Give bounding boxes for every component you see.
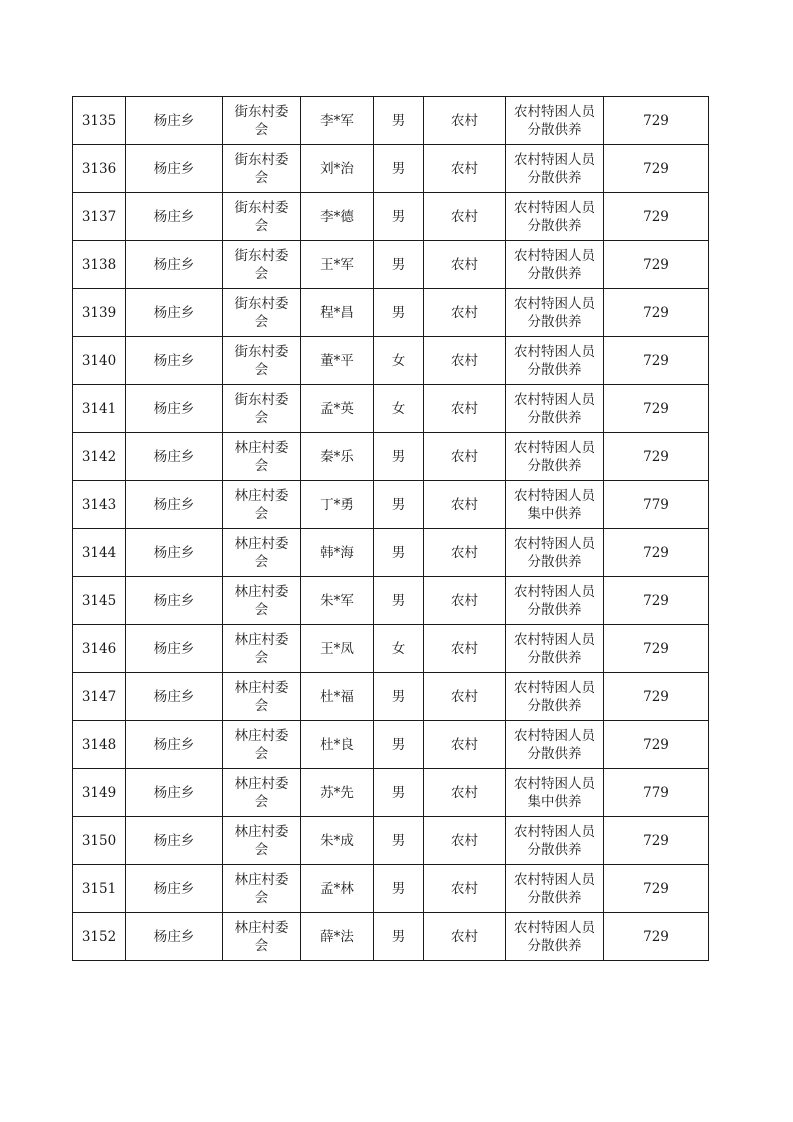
area-type-cell: 农村 (424, 817, 506, 865)
person-name-cell: 韩*海 (301, 529, 374, 577)
township-cell: 杨庄乡 (126, 433, 223, 481)
table-row (73, 769, 709, 817)
amount-cell: 729 (604, 145, 709, 193)
serial-number-cell: 3144 (73, 529, 126, 577)
sex-cell: 男 (374, 769, 424, 817)
village-cell-text: 林庄村委会 (234, 919, 289, 954)
support-type-cell (506, 673, 604, 721)
support-type-cell-text: 农村特困人员分散供养 (514, 103, 595, 138)
support-type-cell-text: 农村特困人员集中供养 (514, 775, 595, 810)
table-row (73, 817, 709, 865)
support-type-cell-text: 农村特困人员分散供养 (514, 727, 595, 762)
serial-number-cell: 3146 (73, 625, 126, 673)
township-cell: 杨庄乡 (126, 289, 223, 337)
person-name-cell: 王*凤 (301, 625, 374, 673)
village-cell-text: 街东村委会 (234, 199, 289, 234)
village-cell-text: 街东村委会 (234, 391, 289, 426)
village-cell (223, 673, 301, 721)
area-type-cell: 农村 (424, 337, 506, 385)
area-type-cell: 农村 (424, 769, 506, 817)
amount-cell: 729 (604, 337, 709, 385)
table-row (73, 577, 709, 625)
area-type-cell: 农村 (424, 721, 506, 769)
serial-number-cell: 3150 (73, 817, 126, 865)
table-row (73, 433, 709, 481)
support-type-cell (506, 289, 604, 337)
township-cell: 杨庄乡 (126, 337, 223, 385)
village-cell-text: 街东村委会 (234, 103, 289, 138)
support-type-cell (506, 385, 604, 433)
support-type-cell-text: 农村特困人员分散供养 (514, 823, 595, 858)
sex-cell: 女 (374, 337, 424, 385)
sex-cell: 男 (374, 241, 424, 289)
person-name-cell: 杜*良 (301, 721, 374, 769)
area-type-cell: 农村 (424, 193, 506, 241)
village-cell (223, 769, 301, 817)
village-cell (223, 577, 301, 625)
table-row (73, 913, 709, 961)
amount-cell: 729 (604, 241, 709, 289)
serial-number-cell: 3143 (73, 481, 126, 529)
person-name-cell: 秦*乐 (301, 433, 374, 481)
sex-cell: 男 (374, 193, 424, 241)
township-cell: 杨庄乡 (126, 721, 223, 769)
amount-cell: 729 (604, 625, 709, 673)
area-type-cell: 农村 (424, 145, 506, 193)
person-name-cell: 程*昌 (301, 289, 374, 337)
support-type-cell-text: 农村特困人员分散供养 (514, 679, 595, 714)
table-row (73, 625, 709, 673)
support-type-cell-text: 农村特困人员分散供养 (514, 343, 595, 378)
area-type-cell: 农村 (424, 865, 506, 913)
township-cell: 杨庄乡 (126, 529, 223, 577)
person-name-cell: 薛*法 (301, 913, 374, 961)
person-name-cell: 李*军 (301, 97, 374, 145)
support-type-cell (506, 577, 604, 625)
table-row (73, 337, 709, 385)
area-type-cell: 农村 (424, 97, 506, 145)
village-cell (223, 865, 301, 913)
sex-cell: 男 (374, 481, 424, 529)
township-cell: 杨庄乡 (126, 145, 223, 193)
table-row (73, 145, 709, 193)
table-row (73, 385, 709, 433)
serial-number-cell: 3140 (73, 337, 126, 385)
serial-number-cell: 3139 (73, 289, 126, 337)
area-type-cell: 农村 (424, 241, 506, 289)
township-cell: 杨庄乡 (126, 769, 223, 817)
village-cell-text: 林庄村委会 (234, 439, 289, 474)
person-name-cell: 董*平 (301, 337, 374, 385)
amount-cell: 729 (604, 385, 709, 433)
support-type-cell (506, 481, 604, 529)
support-type-cell-text: 农村特困人员分散供养 (514, 919, 595, 954)
amount-cell: 729 (604, 433, 709, 481)
area-type-cell: 农村 (424, 529, 506, 577)
village-cell (223, 337, 301, 385)
serial-number-cell: 3149 (73, 769, 126, 817)
support-type-cell-text: 农村特困人员分散供养 (514, 871, 595, 906)
serial-number-cell: 3141 (73, 385, 126, 433)
sex-cell: 男 (374, 913, 424, 961)
township-cell: 杨庄乡 (126, 625, 223, 673)
village-cell-text: 林庄村委会 (234, 535, 289, 570)
support-type-cell-text: 农村特困人员分散供养 (514, 391, 595, 426)
village-cell-text: 街东村委会 (234, 295, 289, 330)
area-type-cell: 农村 (424, 289, 506, 337)
support-type-cell (506, 337, 604, 385)
township-cell: 杨庄乡 (126, 577, 223, 625)
area-type-cell: 农村 (424, 577, 506, 625)
village-cell (223, 385, 301, 433)
village-cell-text: 林庄村委会 (234, 631, 289, 666)
support-type-cell (506, 817, 604, 865)
support-type-cell (506, 145, 604, 193)
village-cell (223, 529, 301, 577)
sex-cell: 男 (374, 433, 424, 481)
roster-body (73, 97, 709, 961)
township-cell: 杨庄乡 (126, 913, 223, 961)
village-cell-text: 街东村委会 (234, 247, 289, 282)
person-name-cell: 王*军 (301, 241, 374, 289)
sex-cell: 女 (374, 625, 424, 673)
amount-cell: 729 (604, 97, 709, 145)
sex-cell: 男 (374, 289, 424, 337)
support-type-cell (506, 433, 604, 481)
serial-number-cell: 3138 (73, 241, 126, 289)
village-cell-text: 林庄村委会 (234, 775, 289, 810)
sex-cell: 男 (374, 145, 424, 193)
support-type-cell (506, 865, 604, 913)
table-row (73, 97, 709, 145)
person-name-cell: 朱*军 (301, 577, 374, 625)
village-cell (223, 289, 301, 337)
township-cell: 杨庄乡 (126, 385, 223, 433)
table-row (73, 481, 709, 529)
township-cell: 杨庄乡 (126, 481, 223, 529)
table-row (73, 193, 709, 241)
amount-cell: 729 (604, 289, 709, 337)
person-name-cell: 孟*英 (301, 385, 374, 433)
serial-number-cell: 3137 (73, 193, 126, 241)
table-row (73, 865, 709, 913)
village-cell (223, 193, 301, 241)
amount-cell: 729 (604, 865, 709, 913)
support-type-cell (506, 97, 604, 145)
village-cell-text: 街东村委会 (234, 151, 289, 186)
township-cell: 杨庄乡 (126, 673, 223, 721)
support-type-cell (506, 529, 604, 577)
village-cell-text: 林庄村委会 (234, 823, 289, 858)
support-type-cell-text: 农村特困人员分散供养 (514, 631, 595, 666)
support-type-cell (506, 193, 604, 241)
township-cell: 杨庄乡 (126, 241, 223, 289)
sex-cell: 男 (374, 529, 424, 577)
village-cell (223, 97, 301, 145)
amount-cell: 729 (604, 529, 709, 577)
support-type-cell-text: 农村特困人员分散供养 (514, 247, 595, 282)
amount-cell: 779 (604, 481, 709, 529)
amount-cell: 779 (604, 769, 709, 817)
serial-number-cell: 3151 (73, 865, 126, 913)
village-cell-text: 林庄村委会 (234, 487, 289, 522)
table-row (73, 241, 709, 289)
area-type-cell: 农村 (424, 385, 506, 433)
village-cell-text: 林庄村委会 (234, 871, 289, 906)
support-type-cell-text: 农村特困人员分散供养 (514, 439, 595, 474)
township-cell: 杨庄乡 (126, 97, 223, 145)
table-row (73, 721, 709, 769)
village-cell (223, 721, 301, 769)
sex-cell: 女 (374, 385, 424, 433)
amount-cell: 729 (604, 577, 709, 625)
village-cell-text: 街东村委会 (234, 343, 289, 378)
serial-number-cell: 3147 (73, 673, 126, 721)
village-cell (223, 913, 301, 961)
township-cell: 杨庄乡 (126, 817, 223, 865)
village-cell (223, 145, 301, 193)
serial-number-cell: 3145 (73, 577, 126, 625)
support-type-cell-text: 农村特困人员集中供养 (514, 487, 595, 522)
table-row (73, 673, 709, 721)
person-name-cell: 刘*治 (301, 145, 374, 193)
serial-number-cell: 3136 (73, 145, 126, 193)
person-name-cell: 苏*先 (301, 769, 374, 817)
table-row (73, 529, 709, 577)
village-cell (223, 817, 301, 865)
sex-cell: 男 (374, 673, 424, 721)
area-type-cell: 农村 (424, 673, 506, 721)
person-name-cell: 李*德 (301, 193, 374, 241)
area-type-cell: 农村 (424, 481, 506, 529)
amount-cell: 729 (604, 817, 709, 865)
support-type-cell-text: 农村特困人员分散供养 (514, 295, 595, 330)
amount-cell: 729 (604, 673, 709, 721)
support-type-cell (506, 625, 604, 673)
amount-cell: 729 (604, 913, 709, 961)
support-type-cell-text: 农村特困人员分散供养 (514, 151, 595, 186)
sex-cell: 男 (374, 865, 424, 913)
amount-cell: 729 (604, 193, 709, 241)
township-cell: 杨庄乡 (126, 193, 223, 241)
area-type-cell: 农村 (424, 433, 506, 481)
support-type-cell-text: 农村特困人员分散供养 (514, 199, 595, 234)
support-type-cell (506, 769, 604, 817)
support-type-cell (506, 241, 604, 289)
person-name-cell: 朱*成 (301, 817, 374, 865)
support-type-cell (506, 913, 604, 961)
support-type-cell-text: 农村特困人员分散供养 (514, 583, 595, 618)
village-cell-text: 林庄村委会 (234, 727, 289, 762)
township-cell: 杨庄乡 (126, 865, 223, 913)
roster-table (72, 96, 709, 961)
sex-cell: 男 (374, 721, 424, 769)
person-name-cell: 杜*福 (301, 673, 374, 721)
person-name-cell: 孟*林 (301, 865, 374, 913)
sex-cell: 男 (374, 577, 424, 625)
area-type-cell: 农村 (424, 625, 506, 673)
serial-number-cell: 3135 (73, 97, 126, 145)
village-cell (223, 625, 301, 673)
village-cell (223, 241, 301, 289)
serial-number-cell: 3152 (73, 913, 126, 961)
support-type-cell (506, 721, 604, 769)
village-cell-text: 林庄村委会 (234, 679, 289, 714)
sex-cell: 男 (374, 817, 424, 865)
person-name-cell: 丁*勇 (301, 481, 374, 529)
village-cell (223, 481, 301, 529)
table-row (73, 289, 709, 337)
village-cell (223, 433, 301, 481)
serial-number-cell: 3142 (73, 433, 126, 481)
village-cell-text: 林庄村委会 (234, 583, 289, 618)
serial-number-cell: 3148 (73, 721, 126, 769)
sex-cell: 男 (374, 97, 424, 145)
amount-cell: 729 (604, 721, 709, 769)
support-type-cell-text: 农村特困人员分散供养 (514, 535, 595, 570)
area-type-cell: 农村 (424, 913, 506, 961)
